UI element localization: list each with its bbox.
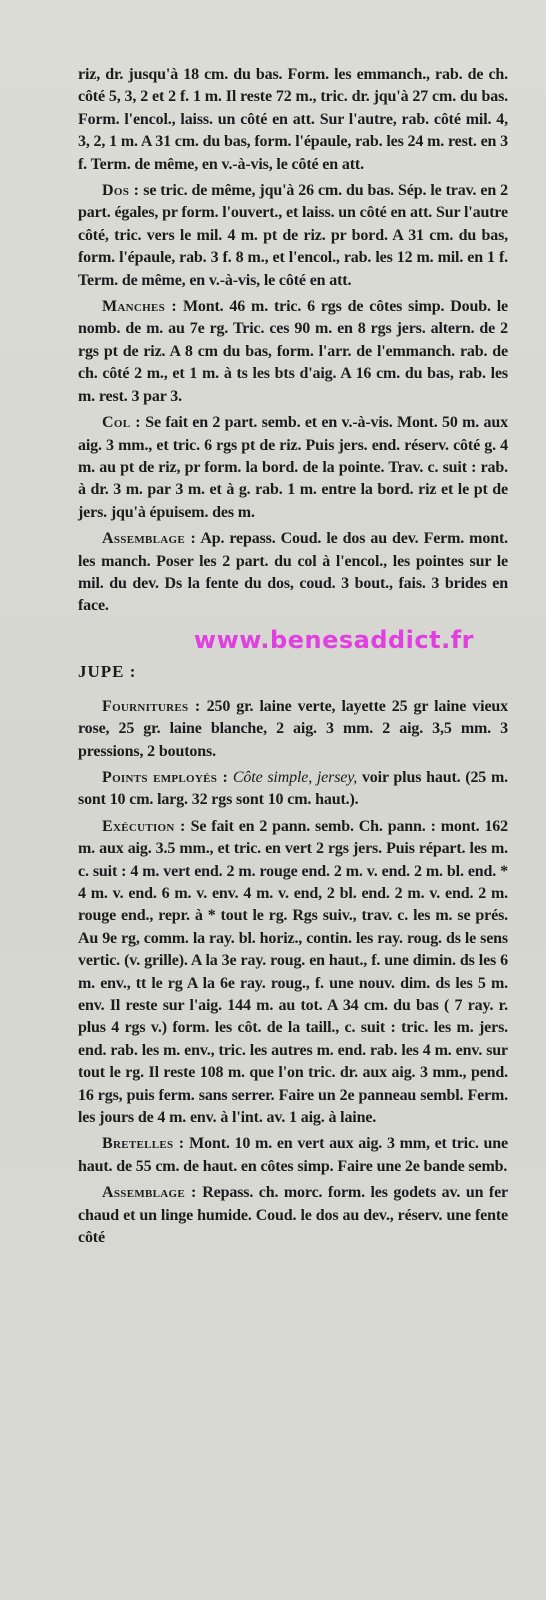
- paragraph-heading: Exécution :: [102, 817, 186, 835]
- paragraph-heading: Assemblage :: [102, 1184, 197, 1202]
- paragraph-text: Mont. 46 m. tric. 6 rgs de côtes simp. Doub. le nomb. de m. au 7e rg. Tric. ces 90 m. en 8 rgs jers. altern. de 2 rgs pt de riz. A 8 cm du bas, form. l'arr. de l'emmanch. rab. de ch. côté 2 m., et 1 m. à ts les bts d'aig. A 16 cm. du bas, rab. les m. rest. 3 par 3.: [78, 298, 508, 405]
- paragraph-execution: [78, 816, 508, 1130]
- paragraph-bretelles: [78, 1133, 508, 1178]
- paragraph-col: [78, 412, 508, 524]
- paragraph-heading: Dos :: [102, 182, 140, 200]
- paragraph-heading: Fournitures :: [102, 697, 201, 715]
- section-title-jupe: JUPE :: [78, 661, 137, 681]
- paragraph-heading: Manches :: [102, 298, 178, 316]
- watermark-url: www.benesaddict.fr: [193, 625, 474, 654]
- paragraph-assemblage-pull: [78, 528, 508, 618]
- paragraph-text: riz, dr. jusqu'à 18 cm. du bas. Form. les emmanch., rab. de ch. côté 5, 3, 2 et 2 f. 1 m. Il reste 72 m., tric. dr. jqu'à 27 cm. du bas. Form. l'encol., laiss. un côté en att. Sur l'autre, rab. côté mil. 4, 3, 2, 1 m. A 31 cm. du bas, form. l'épaule, rab. les 24 m. rest. en 3 f. Term. de même, en v.-à-vis, le côté en att.: [78, 66, 508, 173]
- paragraph-text: se tric. de même, jqu'à 26 cm. du bas. Sép. le trav. en 2 part. égales, pr form. l'ouvert., et laiss. un côté en att. Sur l'autre côté, tric. vers le mil. 4 m. pt de riz. pr bord. A 31 cm. du bas, form. l'épaule, rab. 3 f. 8 m., et l'encol., rab. les 12 m. mil. en 1 f. Term. de même, en v.-à-vis, le côté en att.: [78, 182, 508, 289]
- paragraph-text: Ap. repass. Coud. le dos au dev. Ferm. mont. les manch. Poser les 2 part. du col à l'encol., les pointes sur le mil. du dev. Ds la fente du dos, coud. 3 bout., fais. 3 brides en face.: [78, 530, 508, 615]
- text-column: [78, 64, 508, 1250]
- paragraph-heading: Points employés :: [102, 768, 229, 786]
- paragraph-devant-suite: [78, 64, 508, 176]
- paragraph-text: 250 gr. laine verte, layette 25 gr laine vieux rose, 25 gr. laine blanche, 2 aig. 3 mm. 2 aig. 3,5 mm. 3 pressions, 2 boutons.: [78, 697, 508, 760]
- paragraph-dos: [78, 180, 508, 292]
- paragraph-fournitures: [78, 696, 508, 763]
- paragraph-text: Mont. 10 m. en vert aux aig. 3 mm, et tric. une haut. de 55 cm. de haut. en côtes simp. Faire une 2e bande semb.: [78, 1135, 509, 1175]
- paragraph-italic: Côte simple, jersey,: [228, 768, 358, 786]
- paragraph-heading: Assemblage :: [102, 530, 197, 548]
- paragraph-text: Se fait en 2 part. semb. et en v.-à-vis. Mont. 50 m. aux aig. 3 mm., et tric. 6 rgs pt de riz. Puis jers. end. réserv. côté g. 4 m. au pt de riz, pr form. la bord. de la pointe. Trav. c. suit : rab. à dr. 3 m. par 3 m. et à g. rab. 1 m. entre la bord. riz et le pt de jers. jqu'à épuisem. des m.: [78, 414, 508, 521]
- paragraph-text: voir plus haut. (25 m. sont 10 cm. larg. 32 rgs sont 10 cm. haut.).: [78, 768, 508, 809]
- paragraph-assemblage-jupe: [78, 1182, 508, 1249]
- paragraph-text: Se fait en 2 pann. semb. Ch. pann. : mont. 162 m. aux aig. 3.5 mm., et tric. en vert 2 rgs jers. Puis répart. les m. c. suit : 4 m. vert end. 2 m. rouge end. 2 m. v. end. 2 m. bl. end. * 4 m. v. end. 6 m. v. env. 4 m. v. end, 2 bl. end. 2 m. v. end. 2 m. rouge end., repr. à * tout le rg. Rgs suiv., trav. c. les m. se prés. Au 9e rg, comm. la ray. bl. horiz., contin. les ray. roug. ds le sens vertic. (v. grille). A la 3e ray. roug. en haut., f. une dimin. ds les 6 m. env., tt le rg A la 6e ray. roug., f. une nouv. dim. ds les 5 m. env. Il reste sur l'aig. 144 m. au tot. A 34 cm. du bas ( 7 ray. r. plus 4 rgs v.) form. les côt. de la taill., c. suit : tric. les m. jers. end. rab. les m. env., tric. les autres m. end. rab. les 4 m. env. sur tout le rg. Il reste 108 m. que l'on tric. dr. aux aig. 3 mm., pend. 16 rgs, puis ferm. sans serrer. Faire un 2e panneau sembl. Ferm. les jours de 4 m. env. à l'int. av. 1 aig. à laine.: [78, 817, 508, 1127]
- paragraph-manches: [78, 296, 508, 408]
- paragraph-points-employes: [78, 767, 508, 812]
- paragraph-text: Repass. ch. morc. form. les godets av. un fer chaud et un linge humide. Coud. le dos au dev., réserv. une fente côté: [78, 1184, 508, 1247]
- paragraph-heading: Col :: [102, 414, 141, 432]
- paragraph-heading: Bretelles :: [102, 1135, 185, 1153]
